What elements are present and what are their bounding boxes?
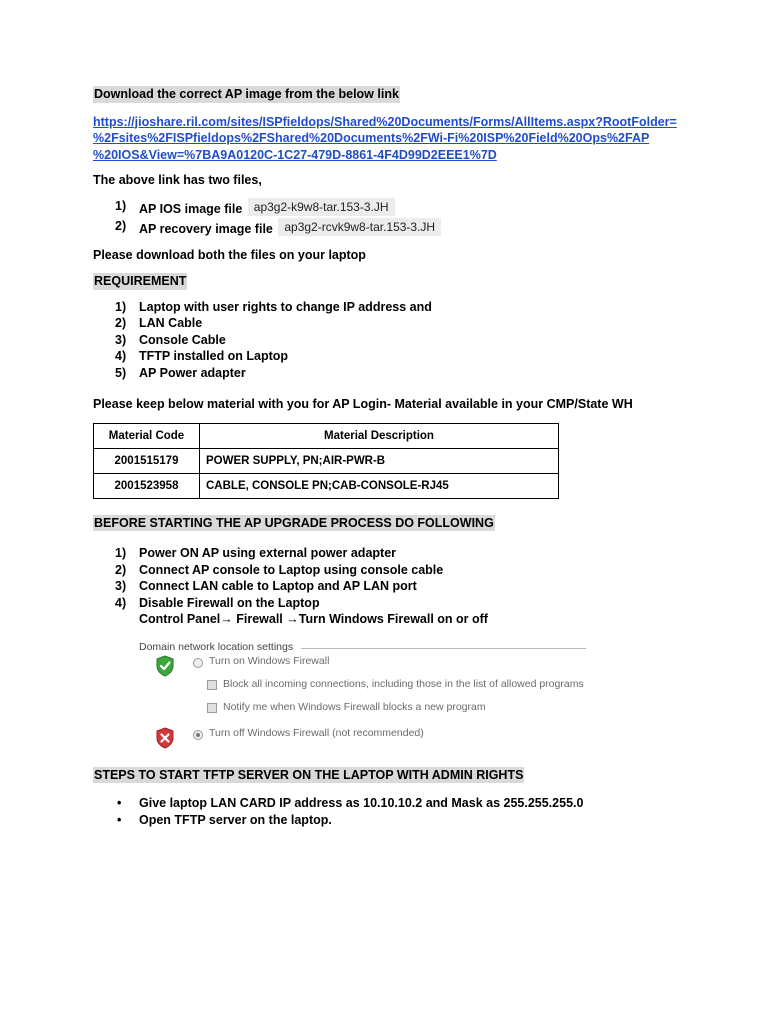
turn-off-label: Turn off Windows Firewall (not recommended) [209,726,424,739]
material-description: CABLE, CONSOLE PN;CAB-CONSOLE-RJ45 [200,473,559,498]
column-header: Material Code [94,423,200,448]
list-item: 2) LAN Cable [115,316,203,330]
file-item: 2) AP recovery image file ap3g2-rcvk9w8-tar.153-3.JH [93,218,693,238]
firewall-settings-screenshot [139,641,586,753]
list-item: • Open TFTP server on the laptop. [117,812,332,827]
list-item: 2) Connect AP console to Laptop using console cable [115,562,444,577]
material-code: 2001523958 [94,473,200,498]
document-body [93,86,693,828]
download-note: Please download both the files on your laptop [93,247,366,262]
firewall-section-header: Domain network location settings [139,640,294,653]
red-shield-x-icon [155,727,175,749]
list-item: 3) Connect LAN cable to Laptop and AP LAN port [115,579,417,593]
file-name-image: ap3g2-k9w8-tar.153-3.JH [248,198,395,217]
list-item: 4) Disable Firewall on the Laptop [115,595,320,610]
list-item: 1) Power ON AP using external power adapter [115,546,397,560]
material-note: Please keep below material with you for AP Login- Material available in your CMP/State WH [93,397,633,411]
list-item: 4) TFTP installed on Laptop [115,349,289,363]
material-table [93,423,559,499]
table-header-row [94,423,559,448]
table-row [94,448,559,473]
green-shield-check-icon [155,655,175,677]
list-item: • Give laptop LAN CARD IP address as 10.10.10.2 and Mask as 255.255.255.0 [117,796,584,810]
bullet-icon: • [117,812,122,827]
file-item: 1) AP IOS image file ap3g2-k9w8-tar.153-3.JH [93,198,693,218]
requirement-heading: REQUIREMENT [94,274,187,288]
requirement-list [93,299,693,382]
file-label: AP recovery image file [139,221,273,236]
table-row [94,473,559,498]
before-list [93,545,693,628]
turn-on-label: Turn on Windows Firewall [209,654,330,667]
notify-checkbox[interactable] [207,703,217,713]
file-name-image: ap3g2-rcvk9w8-tar.153-3.JH [278,218,441,237]
turn-off-radio[interactable] [193,730,203,740]
before-heading: BEFORE STARTING THE AP UPGRADE PROCESS DO FOLLOWING [94,515,494,530]
material-code: 2001515179 [94,448,200,473]
link-line-2[interactable]: %2Fsites%2FISPfieldops%2FShared%20Documents%2FWi-Fi%20ISP%20Field%20Ops%2FAP [93,131,650,145]
tftp-heading: STEPS TO START TFTP SERVER ON THE LAPTOP WITH ADMIN RIGHTS [94,767,524,782]
block-all-checkbox[interactable] [207,680,217,690]
tftp-list [93,795,693,828]
files-text: The above link has two files, [93,173,262,187]
divider [301,648,586,649]
files-list [93,198,693,238]
block-all-label: Block all incoming connections, including those in the list of allowed programs [223,677,584,690]
link-line-1[interactable]: https://jioshare.ril.com/sites/ISPfieldops/Shared%20Documents/Forms/AllItems.aspx?RootFolder= [93,114,677,129]
list-item: 1) Laptop with user rights to change IP address and [115,299,432,314]
control-panel-path: Control Panel→ Firewall →Turn Windows Firewall on or off [139,612,488,626]
list-item: 3) Console Cable [115,332,226,347]
column-header: Material Description [200,423,559,448]
file-label: AP IOS image file [139,201,243,216]
notify-label: Notify me when Windows Firewall blocks a new program [223,700,486,713]
link-line-3[interactable]: %20IOS&View=%7BA9A0120C-1C27-479D-8861-4F4D99D2EEE1%7D [93,147,497,162]
list-item: 5) AP Power adapter [115,365,246,380]
sharepoint-link[interactable] [93,114,693,164]
turn-on-radio[interactable] [193,658,203,668]
material-description: POWER SUPPLY, PN;AIR-PWR-B [200,448,559,473]
bullet-icon: • [117,796,122,810]
download-heading: Download the correct AP image from the below link [94,87,399,101]
